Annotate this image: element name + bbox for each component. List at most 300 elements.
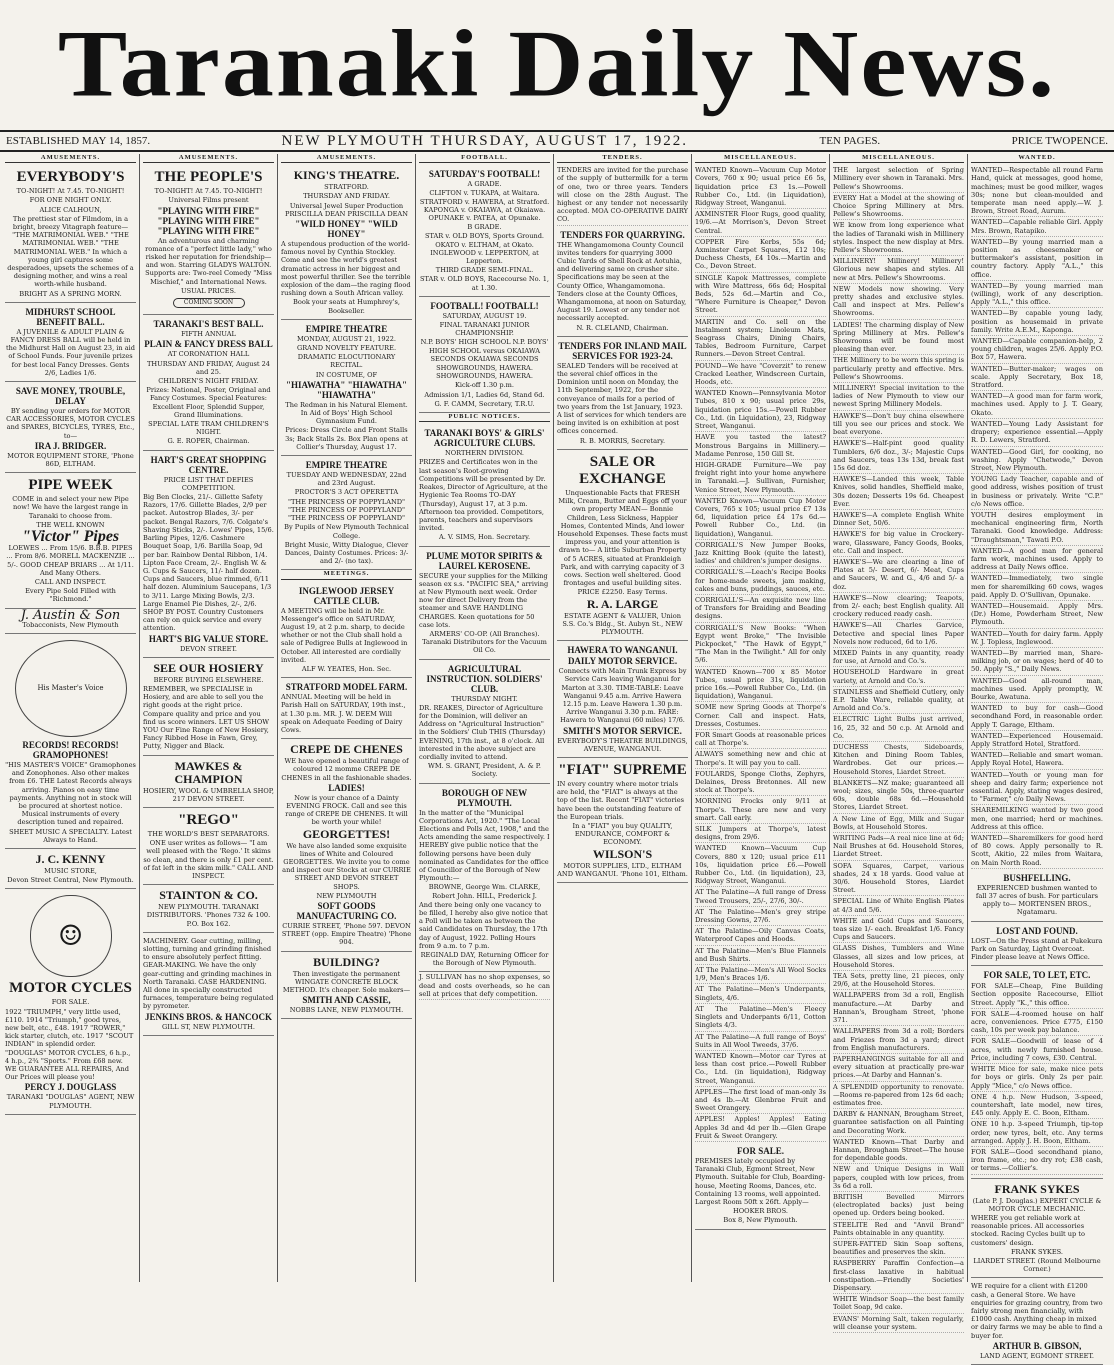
classified-item: HAWKE'S—We are clearing a line of Plates at 5/- Desert, 6/- Meat, Cups and Saucers, W. and G., 4/6 and 5/- a doz.: [833, 557, 964, 593]
gibson-ad: [971, 1278, 1103, 1365]
ad-line: PRICE £2250. Easy Terms.: [577, 588, 668, 597]
classified-item: APPLES—The first load of man-only 3s and 4s lb.—At Glenbrae Fruit and Sweet Orangery.: [695, 1087, 826, 1115]
ad-body: 1922 "TRIUMPH," very little used, £110. 1914 "Triumph," good tyres, new belt, etc., £48. 1917 "ROWER," kick starter, clutch, etc. 1917 "SCOUT INDIAN" in splendid order. "DOUGLAS" MOTOR CYCLES, 6 h.p., 4 h.p., 2¾ "Sports." From £68 new. WE GUARANTEE ALL REPAIRS, And Our Prices will please you!: [5, 1007, 134, 1082]
ad-line: SATURDAY, AUGUST 19.: [442, 311, 527, 320]
classified-item: COPPER Fire Kerbs, 55s 6d; Axminster Carpet Squares, £12 10s; Duchess Chests, £4 10s.—Martin and Co., Devon Street.: [695, 237, 826, 273]
ad-line: FIFTH ANNUAL: [181, 330, 236, 339]
classified-list: [695, 165, 826, 1142]
classified-item: WHITE Mice for sale, make nice pets for boys or girls. Only 2s per pair. Apply "Mice," c/o News office.: [971, 1064, 1103, 1092]
classified-item: AT The Palatine—Men's All Wool Socks 1/9, Men's Braces 1/6.: [695, 965, 826, 984]
signature: J. Austin & Son: [20, 607, 121, 623]
ad-title: EVERYBODY'S: [16, 169, 125, 186]
classified-item: SILK Jumpers at Thorpe's, latest designs, from 29/6.: [695, 824, 826, 843]
classified-item: HAVE you tasted the latest? Monstrous Bargains in Millinery.—Madame Penrose, 150 Gill St.: [695, 432, 826, 460]
ad-line: Universal Films present: [168, 196, 249, 205]
ad-name: ARTHUR B. GIBSON,: [992, 1340, 1082, 1351]
ad-line: STRATFORD.: [324, 183, 369, 192]
empire-operetta-ad: [281, 456, 412, 570]
fixture-list: STAR v. OLD BOYS, Sports Ground. OKATO v. ELTHAM, at Okato. INGLEWOOD v. LEPPERTON, at Lepperton.: [424, 232, 545, 266]
classified-item: WANTED—Butter-maker; wages on scale. Apply Secretary, Box 18, Stratford.: [971, 364, 1103, 392]
fixture-list: N.P. BOYS' HIGH SCHOOL N.P. BOYS' HIGH SCHOOL versus OKAIAWA SECONDS OKAIAWA SECONDS: [420, 338, 549, 363]
classified-item: WANTED—By capable young lady, position as housemaid in private family. Write A.E.M., Kaponga.: [971, 308, 1103, 336]
rego-ad: [143, 808, 274, 885]
price: PRICE TWOPENCE.: [1011, 135, 1108, 147]
austin-signature-ad: [5, 609, 136, 634]
ad-title: SAVE MONEY, TROUBLE, DELAY: [15, 386, 126, 407]
buttermilk-tender: TENDERS are invited for the purchase of the supply of buttermilk for a term of one, two or three years. Tenders will close on the 28th August. The highest or any tender not necessarily accepted. MOA CO-OPERATIVE DAIRY CO.: [557, 165, 688, 225]
column-3: [278, 154, 416, 1282]
classified-item: AXMINSTER Floor Rugs, good quality, 19/6.—At Morrison's, Devon Street Central.: [695, 209, 826, 237]
classified-item: BRITISH Bevelled Mirrors (electroplated backs) just being opened up. Orders being booked.: [833, 1192, 964, 1220]
ad-line: Tobacconists, New Plymouth: [22, 620, 119, 629]
ad-address: LAND AGENT, EGMONT STREET.: [979, 1351, 1095, 1360]
classified-item: STEELITE Red and "Anvil Brand" Paints obtainable in any quantity.: [833, 1220, 964, 1239]
quarrying-tender: [557, 226, 688, 337]
ad-line: By Pupils of New Plymouth Technical College.: [284, 523, 409, 540]
his-masters-voice-logo: [15, 640, 127, 737]
classified-item: WANTED—Good all-round man, machines used. Apply promptly, W. Bourke, Awatuna.: [971, 676, 1103, 704]
classified-item: WANTED—Young Lady Assistant for drapery; experience essential.—Apply R. D. Lewers, Stratford.: [971, 419, 1103, 447]
stainton-ad: [143, 885, 274, 933]
classified-item: HOUSEHOLD Hardware in great variety, at Arnold and Co.'s.: [833, 667, 964, 686]
classified-item: FOR SALE—Goodwill of lease of 4 acres, with newly furnished house. Price, including 7 cows, £30. Central.: [971, 1036, 1103, 1064]
classified-item: WRITING Pads—A real nice line at 6d; Nail Brushes at 6d. Household Stores, Liardet Street.: [833, 833, 964, 861]
ad-line: ARMERS' CO-OP. (All Branches). Taranaki Distributors for the Vacuum Oil Co.: [422, 629, 547, 655]
ad-line: LADIES!: [328, 782, 365, 793]
ad-title: MAWKES & CHAMPION: [174, 758, 243, 786]
classified-item: YOUNG Lady Teacher, capable and of good address, wishes position of trust in business or privately. Write "C.P." c/o News office.: [971, 474, 1103, 510]
ad-line: ALICE CALHOUN,: [39, 205, 102, 214]
for-sale-section: [971, 966, 1103, 1178]
ad-line: NEW PLYMOUTH: [316, 891, 377, 900]
premises-for-sale-ad: [695, 1142, 826, 1230]
saturday-football-ad: [419, 165, 550, 297]
classified-item: PAPERHANGINGS suitable for all and every situation at practically pre-war prices.—At Darby and Hannan's.: [833, 1054, 964, 1082]
column-heading: AMUSEMENTS.: [143, 154, 274, 163]
ad-body: DR. REAKES, Director of Agriculture for the Dominion, will deliver an Address on "Agricultural Instruction" in the Soldiers' Club THIS (Thursday) EVENING, 17th inst., at 8 o'clock. All interested in the above subject are cordially invited to attend.: [419, 703, 546, 761]
classified-item: WANTED—By young married man a position as cheesemaker or buttermaker's assistant, position in country factory. Apply "A.L.," this office.: [971, 237, 1103, 281]
classified-item: FOULARDS, Sponge Cloths, Zephyrs, Delaines, Dress Bretonnes. All new stock at Thorpe's.: [695, 769, 826, 797]
classified-item: CORRIGALL'S—An exquisite new line of Transfers for Braiding and Beading designs.: [695, 595, 826, 623]
ad-name: SMITH AND CASSIE,: [302, 995, 391, 1006]
classified-item: ELECTRIC Light Bulbs just arrived, 16, 25, 32 and 50 c.p. At Arnold and Co.: [833, 714, 964, 742]
frank-sykes-ad: [971, 1179, 1103, 1279]
classified-item: WANTED Known—Motor car Tyres at less than cost price.—Powell Rubber Co., Ltd. (in liquidation), Ridgway Street, Wanganui.: [695, 1051, 826, 1087]
classified-item: WANTED to buy for cash—Good secondhand Ford, in reasonable order. Apply T. Garage, Eltham.: [971, 703, 1103, 731]
ad-line: TO-NIGHT! At 7.45. TO-NIGHT!: [154, 187, 263, 196]
classified-item: WE know from long experience what the ladies of Taranaki wish in Millinery styles. Inspect the new display at Mrs. Pellew's Showrooms.: [833, 220, 964, 256]
classified-item: THE Millinery to be worn this spring is particularly pretty and effective. Mrs. Pellew's Showrooms.: [833, 355, 964, 383]
ad-body: BY sending your orders for MOTOR CAR ACCESSORIES, MOTOR CYCLES and SPARES, BICYCLES, TYRES, Etc., to—: [6, 407, 135, 440]
classified-item: WANTED—Housemaid. Apply Mrs. (Dr.) Home, Powderham Street, New Plymouth.: [971, 601, 1103, 629]
ad-line: SHOWGROUNDS, HAWERA. SHOWGROUNDS, HAWERA.: [436, 364, 533, 381]
ad-title: SALE OR EXCHANGE: [579, 453, 666, 487]
column-2: [140, 154, 278, 1282]
ad-title: STAINTON & CO.: [159, 888, 258, 903]
ad-title: RECORDS! RECORDS! GRAMOPHONES!: [22, 739, 119, 760]
ad-line: In a "FIAT" you buy QUALITY, ENDURANCE, COMFORT & ECONOMY.: [572, 821, 673, 847]
classified-item: A New Line of Egg, Milk and Sugar Bowls, at Household Stores.: [833, 814, 964, 833]
ad-title: MOTOR CYCLES: [9, 980, 132, 997]
column-6: [692, 154, 830, 1282]
section-heading: PUBLIC NOTICES.: [419, 413, 550, 422]
ad-body: Bright Music, Witty Dialogue, Clever Dances, Dainty Costumes. Prices: 3/- and 2/- (no tax).: [284, 540, 409, 566]
ad-title: BUILDING?: [313, 954, 380, 969]
ad-body: WHERE you get reliable work at reasonable prices. All accessories stocked. Racing Cycles built up to customers' design.: [971, 1213, 1085, 1247]
classified-item: HAWKE'S—Don't buy china elsewhere till you see our prices and stock. We beat everyone.: [833, 411, 964, 439]
ad-title: HAWERA TO WANGANUI.: [567, 645, 678, 656]
classified-item: WANTED—Capable reliable Girl. Apply Mrs. Brown, Ratapiko.: [971, 217, 1103, 236]
classified-item: FOR SALE—Cheap, Fine Building Section opposite Racecourse, Elliot Street. Apply "K.," this office.: [971, 981, 1103, 1009]
classified-item: BLANKETS—NZ make; guaranteed all wool; sizes, single 50s, three-quarter 60s, double 68s 6d.—Household Stores, Liardet Street.: [833, 778, 964, 814]
classified-item: AT The Palatine—A full range of Dress Tweed Trousers, 25/-, 27/6, 30/-.: [695, 887, 826, 906]
ad-body: WE have opened a beautiful range of coloured 12 momme CREPE DE CHENES in all the fashionable shades.: [281, 757, 412, 782]
ad-title: EMPIRE THEATRE: [305, 323, 388, 334]
sullivan-notice: J. SULLIVAN has no shop expenses, so dead and costs overheads, so he can sell at prices that defy competition.: [419, 972, 550, 1000]
classified-item: AT The Palatine—A full range of Boys' Suits in All Wool Tweeds, 37/6.: [695, 1032, 826, 1051]
classified-item: MILLINERY! Special invitation to the ladies of New Plymouth to view our newest Spring Millinery Models.: [833, 383, 964, 411]
ad-title: SEE OUR HOSIERY: [153, 660, 264, 675]
classified-item: AT The Palatine—Men's Fleecy Singlets and Underpants 6/11, Cotton Singlets 4/3.: [695, 1004, 826, 1032]
ad-title: "REGO": [178, 811, 239, 828]
column-heading: AMUSEMENTS.: [5, 154, 136, 163]
ad-body: IN every country where motor trials are held, the "FIAT" is always at the top of the list. Recent "FIAT" victories have been the outstanding feature of the European trials.: [557, 779, 685, 821]
agri-clubs-notice: [419, 424, 550, 546]
junior-football-ad: [419, 297, 550, 413]
ad-line: PROCTOR'S 3 ACT OPERETTA: [294, 488, 399, 497]
ad-address: NEW PLYMOUTH. TARANAKI DISTRIBUTORS. 'Phones 732 & 100. P.O. Box 162.: [146, 903, 271, 928]
ad-line: IN COSTUME, OF: [315, 370, 378, 379]
grade-heading: B GRADE.: [467, 223, 502, 232]
ad-body: A MEETING will be held in Mr. Messenger's office on SATURDAY, August 19, at 2 p.m. sharp, to decide whether or not the Club shall hold a sale of Pedigree Bulls at Inglewood in October. All interested are cordially invited.: [281, 606, 408, 664]
ad-body: An adventurous and charming romance of a "perfect little lady," who risked her reputation for friendship—and won. Starring GLADYS WALTON. Supports are: Two-reel Comedy "Miss Mischief," and International News.: [145, 236, 272, 286]
classified-item: WANTED—Immediately, two single men for sharemilking 60 cows, wages paid. Apply D. O'Sullivan, Opunake.: [971, 573, 1103, 601]
grade-heading: A GRADE.: [467, 180, 502, 189]
ad-body: And there being only one vacancy to be filled, I hereby also give notice that a Poll will be taken as between the said Candidates on Thursday, the 17th day of August, 1922. Polling Hours from 9 a.m. to 7 p.m.: [419, 900, 548, 950]
mail-tender: [557, 337, 688, 450]
classified-item: APPLES! Apples! Apples! Eating Apples 3d and 4d per lb.—Glen Grape Fruit & Sweet Orangery.: [695, 1114, 826, 1142]
ad-body: LOEWES ... From 15/6. B.B.B. PIPES ... From 8/6. MORELL MACKENZIE ... 5/-. GOOD CHEAP BRIARS ... At 1/11. And Many Others.: [6, 544, 135, 577]
empire-hiawatha-ad: [281, 320, 412, 456]
ad-title: TARANAKI BOYS' & GIRLS' AGRICULTURE CLUBS.: [424, 428, 545, 449]
ad-line: FOR ONE NIGHT ONLY.: [29, 196, 112, 205]
ad-line: G. F. CAMM, Secretary, T.R.U.: [434, 399, 535, 408]
classified-item: STAINLESS and Sheffield Cutlery, only E.P. Table Ware, reliable quality, at Arnold and Co.'s.: [833, 687, 964, 715]
columns: [2, 154, 1112, 1360]
classified-item: ONE 4 h.p. New Hudson, 3-speed, countershaft, late model, new tires, £45 only. Apply E. C. Boon, Eltham.: [971, 1092, 1103, 1120]
ad-title: SATURDAY'S FOOTBALL!: [428, 169, 541, 180]
coming-soon-badge: COMING SOON: [173, 298, 245, 308]
classified-item: WANTED—By married man, Share-milking job, or on wages; herd of 40 to 50. Apply "S.," Daily News.: [971, 648, 1103, 676]
ad-line: CALL AND INSPECT.: [34, 577, 107, 586]
ad-name: HART'S BIG VALUE STORE.: [148, 633, 269, 644]
classified-item: EVANS' Morning Salt, taken regularly, will cleanse your system.: [833, 1314, 964, 1333]
cartoon-face-illustration: ☺: [30, 895, 112, 977]
badge-text: His Master's Voice: [37, 684, 104, 693]
page-count: TEN PAGES.: [819, 135, 881, 147]
ad-body: "HIS MASTER'S VOICE" Gramophones and Zonophones. Also other makes from £6. THE Latest Records always arriving. Pianos on easy time payments. Anything not in stock will be procured at shortest notice. Musical instruments of every description tuned and repaired.: [5, 760, 136, 827]
column-heading: FOOTBALL.: [419, 154, 550, 163]
classified-item: SINGLE Kapok Mattresses, complete with Wire Mattress, 66s 6d; Hospital Beds, 52s 6d.—Martin and Co., "Where Furniture is Cheaper," Devon Street.: [695, 273, 826, 317]
classified-item: YOUTH desires employment in mechanical engineering firm, North Taranaki. Good knowledge. Address: "Draughtsman," Tawati P.O.: [971, 510, 1103, 546]
ad-line: Kick-off 1.30 p.m.: [454, 381, 515, 390]
candidate-list: BROWNE, George Wm. CLARKE, Robert John. HILL, Frederick J.: [428, 883, 541, 900]
classified-item: WANTED Known—700 x 85 Motor Tubes, usual price 31s, liquidation price 16s.—Powell Rubber Co., Ltd. (in liquidation), Wanganui.: [695, 667, 826, 703]
classified-item: THE largest selection of Spring Millinery ever shown in Taranaki. Mrs. Pellew's Showrooms.: [833, 165, 964, 193]
ad-subtitle: DAILY MOTOR SERVICE.: [567, 656, 678, 667]
kings-theatre-ad: [281, 165, 412, 320]
mawkes-ad: [143, 756, 274, 808]
wanted-list: [971, 165, 1103, 869]
ad-line: ALF W. YEATES, Hon. Sec.: [301, 664, 392, 673]
ad-name: SMITH'S MOTOR SERVICE.: [563, 725, 682, 736]
fixture-list: STAR v. OLD BOYS, Racecourse No. 1, at 1.30.: [419, 275, 550, 292]
ad-line: BEFORE BUYING ELSEWHERE.: [153, 675, 264, 684]
ad-line: MUSIC STORE,: [44, 866, 97, 875]
ad-name: SOFT GOODS MANUFACTURING CO.: [296, 901, 397, 921]
midhurst-ad: [5, 303, 136, 382]
ad-address: MOTOR EQUIPMENT STORE, 'Phone 86D, ELTHAM.: [7, 451, 134, 469]
classified-item: HAWKE'S—All Charles Garvice, Detective and special lines Paper Novels now reduced, 6d to 1/6.: [833, 620, 964, 648]
ad-title: EMPIRE THEATRE: [305, 460, 388, 471]
ad-line: NORTHERN DIVISION.: [444, 449, 525, 458]
ad-line: Book your seats at Humphrey's, Bookseller.: [293, 298, 400, 315]
ad-body: SECURE your supplies for the Milking season ex s.s. "PACIFIC SEA," arriving at New Plymouth next week. Order now for direct Delivery from the steamer and SAVE HANDLING CHARGES. Keen quotations for 50 case lots.: [419, 571, 549, 629]
ad-body: COME in and select your new Pipe now! We have the largest range in Taranaki to choose from.: [12, 495, 129, 520]
classified-item: WANTED—Good Girl, for cooking, no washing. Apply "Chetwode," Devon Street, New Plymouth.: [971, 447, 1103, 475]
ad-address: LIARDET STREET. (Round Melbourne Corner.): [973, 1256, 1101, 1274]
ad-body: Unquestionable Facts that FRESH Milk, Cream, Butter and Eggs off your own property MEAN— Bonnie Children, Less Sickness, Happier Homes, Contented Minds, And lower Household Expenses. These facts must impress you, and your attention is drawn to— A little Suburban Property of 5 ACRES, situated at Frankleigh Park, and with carrying capacity of 3 cows. Section well sheltered. Good frontages and useful building sites.: [557, 488, 688, 588]
ad-title: BOROUGH OF NEW PLYMOUTH.: [441, 787, 528, 808]
classified-item: WANTED Known—Pennsylvania Motor Tubes, 810 x 90; usual price 29s, liquidation price 15s.—Powell Rubber Co., Ltd. (in Liquidation), 23, Ridgway Street, Wanganui.: [695, 388, 826, 432]
ad-line: USUAL PRICES.: [181, 286, 236, 295]
classified-item: AT The Palatine—Men's grey stripe Dressing Gowns, 27/6.: [695, 907, 826, 926]
ad-body: A stupendous production of the world-famous novel by Cynthia Stockley. Come and see the world's greatest dramatic actress in her biggest and most powerful thriller. See the terrible explosion of the dam—the raging flood rushing down a South African valley.: [281, 240, 411, 298]
lost-found-section: [971, 922, 1103, 967]
ad-line: THURSDAY AND FRIDAY, August 24 and 25.: [147, 359, 270, 376]
ad-body: The Redman in his Natural Element. In Aid of Boys' High School Gymnasium Fund.: [285, 400, 408, 426]
classified-item: ONE 10 h.p. 3-speed Triumph, tip-top order, new tyres, belt, etc. Any terms arranged. Apply J. H. Boon, Eltham.: [971, 1119, 1103, 1147]
ad-address: HOSIERY, WOOL & UMBRELLA SHOP, 217 DEVON STREET.: [143, 786, 274, 803]
classified-item: HAWKE'S—A complete English White Dinner Set, 50/6.: [833, 510, 964, 529]
ad-address: CURRIE STREET, 'Phone 597. DEVON STREET (opp. Empire Theatre) 'Phone 904.: [281, 922, 412, 947]
column-heading: TENDERS.: [557, 154, 688, 163]
column-heading: MISCELLANEOUS.: [833, 154, 964, 163]
column-heading: AMUSEMENTS.: [281, 154, 412, 163]
masthead: [0, 0, 1114, 128]
ad-body: THE Whangamomona County Council invites tenders for quarrying 3000 Cubic Yards of Shell Rock at Aotuhia, and delivering same on crusher site. Specifications may be seen at the County Office, Whangamomona. Tenders close at the County Offices, Whangamomona, at noon on Saturday, August 19. Lowest or any tender not necessarily accepted.: [557, 240, 687, 323]
ad-body: ONE user writes as follows— "I am well pleased with the 'Rego.' It skims so clean, and there is only £1 per cent. of fat left in the skim milk." CALL AND INSPECT.: [143, 839, 274, 880]
classified-item: WHITE and Gold Cups and Saucers, teas size 1/- each. Breakfast 1/6. Fancy Cups and Saucers.: [833, 916, 964, 944]
classified-item: EVERY Hat a Model at the showing of Choice Spring Millinery at Mrs. Pellew's Showrooms.: [833, 193, 964, 221]
plume-ad: [419, 547, 550, 660]
pipe-week-ad: [5, 473, 136, 608]
ad-line: SPECIAL LATE TRAM CHILDREN'S NIGHT.: [148, 420, 269, 437]
classified-item: CORRIGALL'S.—Leach's Recipe Books for home-made sweets, jam making, cakes and buns, puddings, sauces, etc.: [695, 567, 826, 595]
borough-notice: [419, 784, 550, 973]
ad-body: Prices: Dress Circle and Front Stalls 3s; Back Stalls 2s. Box Plan opens at Collier's Thursday, August 17.: [285, 426, 408, 451]
ad-address: EVERYBODY'S THEATRE BUILDINGS, AVENUE, WANGANUI.: [557, 736, 688, 753]
ad-line: WM. S. GRANT, President, A. & P. Society.: [428, 762, 541, 779]
classified-item: WANTED—A good man for farm work, machines used. Apply to J. T. Geary, Okato.: [971, 391, 1103, 419]
classified-item: CORRIGALL'S New Books: "When Egypt went Broke," "The Invisible Pickpocket," "The Hawk of Egypt," "The Man in the Twilight." All for only 5/6.: [695, 623, 826, 667]
ad-title: STRATFORD MODEL FARM.: [285, 682, 408, 693]
ad-body: WE require for a client with £1200 cash, a General Store. We have enquiries for grazing country, from two fairly strong men financially, with £1000 cash. Anything cheap in mixed or dairy farms we may be able to find a buyer for.: [971, 1282, 1103, 1340]
ad-address: DEVON STREET.: [179, 644, 238, 653]
classified-item: FOR SALE—4-roomed house on half acre, conveniences. Price £775, £150 cash, 10s per week pay balance.: [971, 1009, 1103, 1037]
ad-body: EXPERIENCED bushmen wanted to fall 37 acres of bush. For particulars apply to— MORTENSEN BROS., Ngatamaru.: [975, 883, 1099, 917]
ad-body: Then investigate the permanent WINGATE CONCRETE BLOCK METHOD. It's cheaper. Sole makers—: [282, 969, 411, 995]
classified-item: WHITE Windsor Soap—the best family Toilet Soap, 9d cake.: [833, 1294, 964, 1313]
ad-title: PLUME MOTOR SPIRITS & LAUREL KEROSENE.: [426, 550, 543, 571]
ad-line: Admission 1/1, Ladies 6d, Stand 6d.: [424, 390, 545, 399]
classified-item: WANTED—Respectable all round Farm Hand, quick at messages, good home, machines; must be good milker, wages 30s; none but clean-moulded and temperate man need apply.—W. J. Brown, Street Road, Aurum.: [971, 165, 1103, 217]
ad-line: A. V. SIMS, Hon. Secretary.: [438, 533, 531, 542]
motor-service-ad: [557, 641, 688, 758]
ad-name: R. A. LARGE: [586, 596, 659, 611]
ad-title: GEORGETTES!: [302, 826, 391, 841]
fixture-list: CLIFTON v. TUKAPA, at Waitara. STRATFORD v. HAWERA, at Stratford. KAPONGA v. OKAIAWA, at Okaiawa. OPUNAKE v. PATEA, at Opunake.: [419, 189, 550, 223]
kenny-ad: [5, 849, 136, 889]
classified-item: DARBY & HANNAN, Brougham Street, guarantee satisfaction on all Painting and Decorating Work.: [833, 1109, 964, 1137]
classified-item: ALWAYS something new and chic at Thorpe's. It will pay you to call.: [695, 749, 826, 768]
ad-address: ESTATE AGENT & VALUER, Union S.S. Co.'s Bldg., St. Aubyn St., NEW PLYMOUTH.: [562, 611, 683, 636]
harts-ad: [143, 451, 274, 658]
ad-line: TO-NIGHT! At 7.45. TO-NIGHT!: [16, 187, 125, 196]
classified-item: POUND—We have "Coverzit" to renew Cracked Leather, Windscreen Curtain, Hoods, etc.: [695, 361, 826, 389]
ad-line: THURSDAY AND FRIDAY.: [303, 192, 390, 201]
ad-line: TUESDAY AND WEDNESDAY, 22nd and 23rd August.: [286, 471, 407, 488]
ad-address: GILL ST, NEW PLYMOUTH.: [161, 1022, 256, 1031]
motor-cycles-ad: [5, 889, 136, 1114]
sale-or-exchange-ad: [557, 450, 688, 641]
classified-item: SUPER-FATTED Skin Soap softens, beautifies and preserves the skin.: [833, 1239, 964, 1258]
ad-name: HOOKER BROS.: [733, 1207, 788, 1216]
ad-title: TENDERS FOR QUARRYING.: [560, 229, 685, 240]
gramophone-ad: [5, 634, 136, 849]
bridger-ad: [5, 382, 136, 473]
ad-title: INGLEWOOD JERSEY CATTLE CLUB.: [298, 585, 395, 606]
ad-title: FOR SALE.: [736, 1145, 784, 1156]
classified-item: SHAREMILKING wanted by two good men, one married; herd or machines. Address at this office.: [971, 805, 1103, 833]
column-1: [2, 154, 140, 1282]
ad-line: REGINALD DAY, Returning Officer for the Borough of New Plymouth.: [420, 951, 549, 968]
ad-name: PLAIN & FANCY DRESS BALL: [144, 339, 273, 350]
classified-item: MARTIN and Co. sell on the Instalment system; Linoleum Mats, Seagrass Chairs, Dining Chairs, Tables, Bedroom Furniture, Carpet Runners.—Devon Street Central.: [695, 317, 826, 361]
ad-line: BRIGHT AS A SPRING MORN.: [19, 289, 122, 298]
ad-address: NOBBS LANE, NEW PLYMOUTH.: [289, 1006, 404, 1015]
column-heading: WANTED.: [971, 154, 1103, 163]
ad-line: DRAMATIC ELOCUTIONARY RECITAL.: [297, 353, 396, 370]
classified-item: FOR Smart Goods at reasonable prices call at Thorpe's.: [695, 730, 826, 749]
pipe-brand: "Victor" Pipes: [21, 528, 120, 546]
classified-item: WANTED Known—Vacuum Cup Motor Covers, 765 x 105; usual price £7 13s 6d, liquidation price £4 17s 6d.—Powell Rubber Co., Ltd. (in liquidation), Wanganui.: [695, 496, 826, 540]
classified-item: AT The Palatine—Men's Underpants, Singlets, 4/6.: [695, 984, 826, 1003]
ad-line: AT CORONATION HALL: [167, 350, 250, 359]
ad-body: SEALED Tenders will be received at the several chief offices in the Dominion until noon on Monday, the 11th September, 1922, for the conveyance of mails for a period of two years from the 1st January, 1923. A list of services for which tenders are being invited is on exhibition at post offices concerned.: [557, 361, 687, 436]
column-8: [968, 154, 1106, 1360]
ad-title: CREPE DE CHENES: [290, 742, 403, 757]
classified-item: AT The Palatine—Oily Canvas Coats, Waterproof Capes and Hoods.: [695, 926, 826, 945]
ad-title: AGRICULTURAL INSTRUCTION. SOLDIERS' CLUB.: [426, 663, 543, 694]
section-heading: MEETINGS.: [281, 570, 412, 579]
classified-item: FOR SALE—Good secondhand piano, iron frame, etc.; no dry rot; £38 cash, or terms.—Collier's.: [971, 1147, 1103, 1175]
classified-item: TEA Sets, pretty line, 21 pieces, only 29/6, at the Household Stores.: [833, 971, 964, 990]
issue-date: NEW PLYMOUTH THURSDAY, AUGUST 17, 1922.: [281, 132, 689, 149]
feature-title: "PLAYING WITH FIRE" "PLAYING WITH FIRE" "PLAYING WITH FIRE": [157, 205, 260, 236]
classified-item: WALLPAPERS from 3d a roll; Borders and Friezes from 3d a yard; direct from English manufacturers.: [833, 1026, 964, 1054]
classified-item: HAWKE'S—Now clearing; Teapots, from 2/- each; best English quality. All crockery reduced ready cash.: [833, 593, 964, 621]
ad-line: (Late P. J. Douglas.) EXPERT CYCLE & MOTOR CYCLE MECHANIC.: [972, 1196, 1102, 1213]
classified-item: WANTED Known—Vacuum Cup Motor Covers, 760 x 90; usual price £6 5s, liquidation price £3 1s.—Powell Rubber Co., Ltd. (in Liquidation), Ridgway Street, Wanganui.: [695, 165, 826, 209]
column-7: [830, 154, 968, 1331]
ad-body: Connects with Main Trunk Express by Service Cars leaving Wanganui for Marton at 3.30. TIME-TABLE: Leave Wanganui 9.45 a.m. Arrive Hawera 12.15 p.m. Leave Hawera 1.30 p.m. Arrive Wanganui 3.30 p.m. FARE: Hawera to Wanganui (60 miles) 17/6.: [558, 667, 687, 725]
ad-body: A JUVENILE & ADULT PLAIN & FANCY DRESS BALL will be held in the Midhurst Hall on August 23, in aid of School Funds. Four juvenile prizes for best local Fancy Dresses. Gents 2/6, Ladies 1/6.: [6, 327, 135, 377]
classified-item: CORRIGALL'S New Jumper Books, Jazz Knitting Book (quite the latest), ladies' and children's jumper designs.: [695, 540, 826, 568]
ad-address: Box 8, New Plymouth.: [723, 1216, 798, 1225]
ad-title: "FIAT" SUPREME: [558, 761, 687, 778]
ad-name: FRANK SYKES.: [1010, 1247, 1064, 1256]
ad-address: MOTOR SUPPLIES, LTD., ELTHAM AND WANGANUI. 'Phone 101, Eltham.: [557, 861, 688, 878]
established-line: ESTABLISHED MAY 14, 1857.: [6, 135, 151, 147]
feature-title: "HIAWATHA" "HIAWATHA" "HIAWATHA": [286, 379, 407, 400]
classified-item: HAWKE'S for big value in Crockery-ware, Glassware, Fancy Goods, Books, etc. Call and inspect.: [833, 529, 964, 557]
ad-line: THE WELL KNOWN: [36, 520, 105, 529]
classified-item: WANTED Known—Vacuum Cup Covers, 880 x 120; usual price £11 10s, liquidation price £6.—Powell Rubber Co., Ltd. (in liquidation), 23, Ridgway Street, Wanganui.: [695, 843, 826, 887]
cattle-club-notice: [281, 582, 412, 679]
column-5: [554, 154, 692, 1282]
ad-line: GRAND NOVELTY FEATURE.: [296, 344, 397, 353]
classified-item: WANTED Known—That Darby and Hannan, Brougham Street—The house for dependable goods.: [833, 1137, 964, 1165]
model-farm-notice: [281, 678, 412, 739]
ad-title: HART'S GREAT SHOPPING CENTRE.: [150, 454, 267, 475]
ad-line: MONDAY, AUGUST 21, 1922.: [296, 334, 396, 343]
ad-body: In the matter of the "Municipal Corporations Act, 1920." "The Local Elections and Polls Act, 1908," and the Acts amending the same respectively. I HEREBY give public notice that the following persons have been duly nominated as Candidates for the office of Councillor of the Borough of New Plymouth:—: [419, 808, 550, 883]
ad-title: TARANAKI'S BEST BALL.: [153, 319, 264, 330]
classified-item: MILLINERY! Millinery! Millinery! Glorious new shapes and styles. All new at Mrs. Pellew's Showrooms.: [833, 256, 964, 284]
ad-title: FOOTBALL! FOOTBALL!: [430, 300, 539, 311]
everybodys-ad: [5, 165, 136, 303]
ad-title: KING'S THEATRE.: [293, 168, 400, 183]
column-heading: MISCELLANEOUS.: [695, 154, 826, 163]
classified-item: LADIES! The charming display of New Spring Millinery at Mrs. Pellew's Showrooms will be found most pleasing than ever.: [833, 320, 964, 356]
ad-body: Prizes: National, Poster, Original and Fancy Costumes. Special Features: Excellent Floor, Splendid Supper, Grand Illuminations.: [146, 386, 271, 419]
ad-title: FOR SALE, TO LET, ETC.: [983, 970, 1091, 981]
ad-line: FOR SALE.: [51, 998, 90, 1007]
classified-item: GLASS Dishes, Tumblers and Wine Glasses, all sizes and low prices, at Household Stores.: [833, 943, 964, 971]
classified-item: SPECIAL Line of White English Plates at 4/3 and 5/6.: [833, 896, 964, 915]
ad-title: LOST AND FOUND.: [996, 925, 1078, 936]
classified-item: HAWKE'S—Landed this week, Table Knives, solid handles, Sheffield make, 30s dozen; Desserts 19s 6d. Cheapest Ever.: [833, 474, 964, 510]
fiat-ad: [557, 758, 688, 883]
classified-item: WANTED—Sharemilkers for good herd of 80 cows. Apply personally to R. Scott, Akitio, 22 miles from Waitara, on Main North Road.: [971, 833, 1103, 869]
ad-title: TENDERS FOR INLAND MAIL SERVICES FOR 1923-24.: [558, 340, 687, 361]
classified-item: A SPLENDID opportunity to renovate.—Rooms re-papered from 12s 6d each; estimates free.: [833, 1082, 964, 1110]
classified-item: WANTED—Capable companion-help, 2 young children, wages 25/6. Apply P.O. Box 57, Hawera.: [971, 336, 1103, 364]
ad-line: G. E. ROPER, Chairman.: [167, 437, 250, 446]
ad-name: IRA J. BRIDGER.: [34, 440, 107, 451]
ad-line: PRICE LIST THAT DEFIES COMPETITION.: [163, 475, 254, 492]
ad-line: R. B. MORRIS, Secretary.: [579, 436, 666, 445]
classified-item: SOFA Squares, Carpet, various shades, 24 x 18 yards. Good value at 30/6. Household Stores, Liardet Street.: [833, 861, 964, 897]
classified-item: SOME new Spring Goods at Thorpe's Corner. Call and inspect. Hats, Dresses, Costumes.: [695, 702, 826, 730]
classified-item: WALLPAPERS from 3d a roll, English manufacture.—At Darby and Hannan's, Brougham Street, 'phone 371.: [833, 990, 964, 1026]
ad-line: Universal Jewel Super Production PRISCILLA DEAN PRISCILLA DEAN: [285, 201, 408, 218]
ad-line: CHILDREN'S NIGHT FRIDAY.: [158, 377, 259, 386]
ad-body: MACHINERY. Gear cutting, milling, slotting, turning and grinding finished to ensure absolutely perfect fitting. GEAR-MAKING. We have the only gear-cutting and grinding machines in North Taranaki. CASE HARDENING. All done in specially constructed furnaces, temperature being regulated by pyrometer.: [143, 936, 274, 1011]
ad-title: BUSHFELLING.: [1003, 872, 1071, 883]
ad-name: WILSON'S: [592, 846, 653, 861]
